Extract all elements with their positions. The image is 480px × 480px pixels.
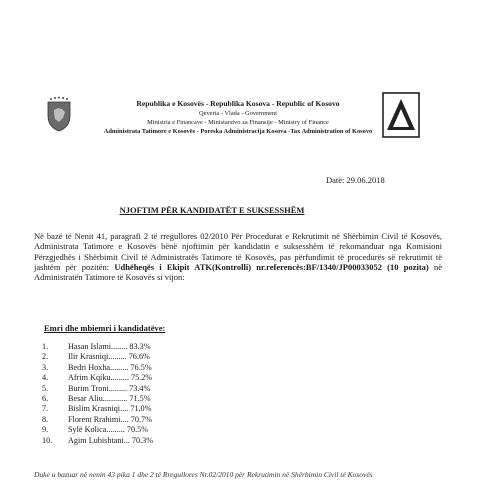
footer-text: Duke u bazuar në nenin 43 pika 1 dhe 2 të Rregullores Nr.02/2010 për Rekrutimin në Shërbimin Civil të Kosovës <box>34 470 373 479</box>
paragraph-text-1: Në bazë të Nenit 41, paragrafi 2 të rregullores 02/2010 Për Procedurat e Rekrutimit në Shërbimin Civil të Kosovës, Administrata Tatimore e Kosovës bënë njoftimin për kandidatin e suksesshëm të rekomanduar nga Komisioni Përzgjedhës i Shërbimit Civil të Administratës Tatimore të Kosovës, pas përfundimit të procedurës së rekrutimit të jashtëm për pozitën: <box>34 231 442 272</box>
list-item <box>42 394 342 404</box>
list-item <box>42 415 342 425</box>
candidate-entry: Florent Rrahimi.... 70.7% <box>68 414 152 424</box>
letterhead-ministry: Ministria e Financave - Ministarstvo za Finansije - Ministry of Finance <box>147 119 329 126</box>
candidate-entry: Ilir Krasniqi......... 76.6% <box>68 352 150 362</box>
kosovo-emblem-icon <box>46 96 72 132</box>
candidate-entry: Besar Aliu............ 71.5% <box>68 393 151 403</box>
candidate-number: 6. <box>42 393 49 403</box>
candidate-entry: Afrim Kqiku......... 75.2% <box>68 373 153 383</box>
candidate-entry: Agim Lubishtani... 70.3% <box>68 435 154 445</box>
letterhead-republic: Republika e Kosovës - Republika Kosova - Republic of Kosovo <box>136 99 340 108</box>
candidate-entry: Bislim Krasniqi.... 71.0% <box>68 404 152 414</box>
list-item <box>42 436 342 446</box>
candidate-entry: Bedri Hoxha......... 76.5% <box>68 362 152 372</box>
list-item <box>42 425 342 435</box>
candidate-number: 10. <box>42 435 53 445</box>
document-title: NJOFTIM PËR KANDIDATËT E SUKSESSHËM <box>119 205 305 215</box>
list-item <box>42 404 342 414</box>
list-item <box>42 342 342 352</box>
list-item <box>42 363 342 373</box>
list-item <box>42 352 342 362</box>
letterhead <box>98 99 378 136</box>
candidate-number: 1. <box>42 342 49 351</box>
candidate-entry: Sylë Kolica......... 70.5% <box>68 425 149 435</box>
candidate-number: 7. <box>42 404 49 414</box>
list-item <box>42 384 342 394</box>
candidates-list <box>42 342 342 446</box>
tax-administration-logo-icon <box>382 92 420 138</box>
candidate-entry: Burim Troni......... 73.4% <box>68 383 151 393</box>
candidate-number: 4. <box>42 373 49 383</box>
list-item <box>42 373 342 383</box>
letterhead-tax-administration: Administrata Tatimore e Kosovës - Poreska Administracija Kosova -Tax Administration of Kosovo <box>103 128 373 135</box>
candidate-number: 5. <box>42 383 49 393</box>
candidates-heading: Emri dhe mbiemri i kandidatëve: <box>44 323 166 333</box>
document-date: Datë: 29.06.2018 <box>326 175 385 185</box>
candidate-entry: Hasan Islami........ 83.3% <box>68 342 151 351</box>
candidate-number: 9. <box>42 425 49 435</box>
announcement-paragraph <box>34 231 442 282</box>
paragraph-text-2: në Administratën Tatimore të Kosovës si vijon: <box>34 261 443 283</box>
candidate-number: 2. <box>42 352 49 362</box>
candidate-number: 3. <box>42 362 49 372</box>
candidate-number: 8. <box>42 414 49 424</box>
letterhead-government: Qeveria - Vlada - Government <box>199 110 277 117</box>
position-reference: Udhëheqës i Ekipit ATK(Kontrolli) nr.referencës:BF/1340/JP00033052 (10 pozita) <box>114 261 429 272</box>
